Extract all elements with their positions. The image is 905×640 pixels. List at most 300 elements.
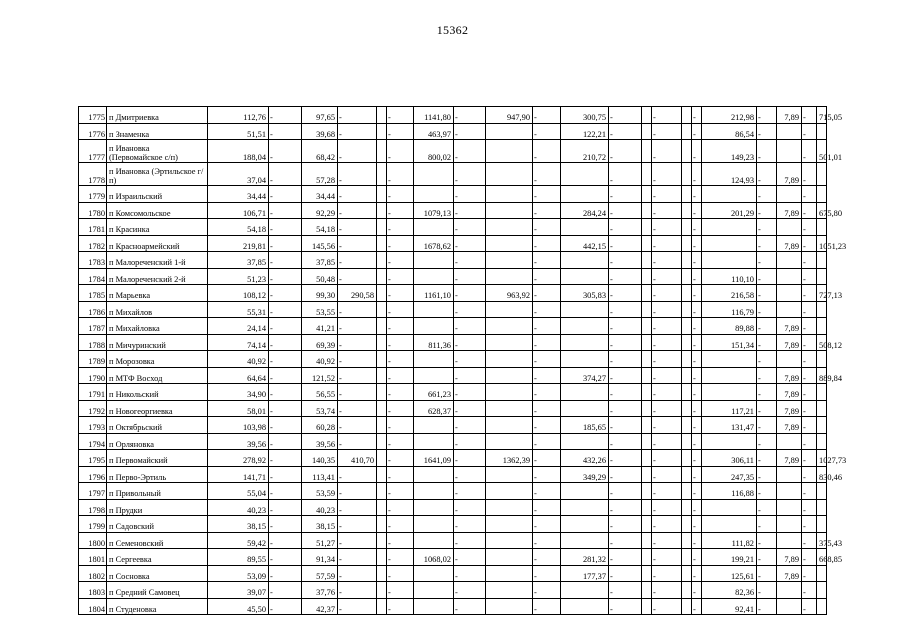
value-cell — [817, 301, 827, 318]
dash-cell: - — [802, 450, 817, 467]
value-cell: 116,88 — [702, 483, 757, 500]
dash-cell: - — [609, 499, 642, 516]
row-number-cell: 1791 — [79, 384, 107, 401]
dash-cell: - — [269, 516, 302, 533]
value-cell — [486, 532, 533, 549]
value-cell: 216,58 — [702, 285, 757, 302]
value-cell — [486, 384, 533, 401]
dash-cell: - — [692, 433, 702, 450]
dash-cell: - — [533, 202, 561, 219]
dash-cell: - — [338, 252, 377, 269]
dash-cell: - — [609, 582, 642, 599]
settlement-name-cell: п Красноармейский — [107, 235, 208, 252]
value-cell: 715,05 — [817, 107, 827, 124]
dash-cell: - — [609, 532, 642, 549]
value-cell — [777, 516, 802, 533]
dash-cell: - — [269, 400, 302, 417]
table-row — [79, 565, 827, 582]
dash-cell: - — [269, 219, 302, 236]
value-cell — [682, 186, 692, 203]
value-cell — [414, 186, 454, 203]
value-cell — [377, 202, 387, 219]
value-cell — [682, 285, 692, 302]
value-cell — [817, 417, 827, 434]
dash-cell: - — [609, 351, 642, 368]
value-cell: 199,21 — [702, 549, 757, 566]
value-cell: 185,65 — [561, 417, 609, 434]
dash-cell: - — [454, 433, 486, 450]
value-cell — [377, 565, 387, 582]
value-cell: 53,74 — [302, 400, 338, 417]
value-cell — [486, 351, 533, 368]
dash-cell: - — [269, 433, 302, 450]
table-row — [79, 202, 827, 219]
value-cell — [486, 301, 533, 318]
value-cell: 7,89 — [777, 384, 802, 401]
dash-cell: - — [652, 483, 682, 500]
value-cell: 675,80 — [817, 202, 827, 219]
value-cell: 34,44 — [302, 186, 338, 203]
value-cell: 1027,73 — [817, 450, 827, 467]
value-cell — [702, 235, 757, 252]
value-cell: 306,11 — [702, 450, 757, 467]
dash-cell: - — [757, 285, 777, 302]
value-cell: 947,90 — [486, 107, 533, 124]
dash-cell: - — [387, 202, 414, 219]
dash-cell: - — [387, 107, 414, 124]
dash-cell: - — [802, 202, 817, 219]
table-row — [79, 268, 827, 285]
dash-cell: - — [387, 334, 414, 351]
dash-cell: - — [757, 367, 777, 384]
settlement-name-cell: п Морозовка — [107, 351, 208, 368]
dash-cell: - — [692, 301, 702, 318]
value-cell — [414, 252, 454, 269]
dash-cell: - — [609, 107, 642, 124]
value-cell — [682, 433, 692, 450]
dash-cell: - — [533, 268, 561, 285]
value-cell — [414, 598, 454, 615]
table-row — [79, 400, 827, 417]
dash-cell: - — [269, 252, 302, 269]
value-cell — [642, 301, 652, 318]
value-cell — [642, 598, 652, 615]
dash-cell: - — [609, 433, 642, 450]
value-cell: 141,71 — [208, 466, 269, 483]
dash-cell: - — [387, 417, 414, 434]
value-cell — [642, 549, 652, 566]
value-cell — [777, 268, 802, 285]
value-cell — [682, 450, 692, 467]
value-cell — [486, 123, 533, 140]
dash-cell: - — [802, 301, 817, 318]
value-cell — [414, 268, 454, 285]
value-cell: 51,23 — [208, 268, 269, 285]
settlement-name-cell: п Октябрьский — [107, 417, 208, 434]
dash-cell: - — [802, 532, 817, 549]
value-cell — [377, 186, 387, 203]
dash-cell: - — [757, 450, 777, 467]
value-cell — [702, 252, 757, 269]
value-cell — [414, 219, 454, 236]
table-row — [79, 384, 827, 401]
value-cell — [682, 516, 692, 533]
settlement-name-cell: п Малореченский 1-й — [107, 252, 208, 269]
value-cell: 7,89 — [777, 334, 802, 351]
table-row — [79, 598, 827, 615]
value-cell — [642, 417, 652, 434]
value-cell — [377, 318, 387, 335]
dash-cell: - — [757, 466, 777, 483]
dash-cell: - — [387, 235, 414, 252]
dash-cell: - — [652, 549, 682, 566]
value-cell — [642, 582, 652, 599]
settlement-name-cell: п Комсомольское — [107, 202, 208, 219]
value-cell — [817, 123, 827, 140]
dash-cell: - — [757, 384, 777, 401]
dash-cell: - — [387, 301, 414, 318]
value-cell — [377, 123, 387, 140]
value-cell — [414, 466, 454, 483]
dash-cell: - — [692, 384, 702, 401]
value-cell: 889,84 — [817, 367, 827, 384]
dash-cell: - — [652, 202, 682, 219]
value-cell — [682, 252, 692, 269]
dash-cell: - — [454, 466, 486, 483]
dash-cell: - — [757, 163, 777, 186]
value-cell: 1079,13 — [414, 202, 454, 219]
dash-cell: - — [338, 107, 377, 124]
value-cell: 122,21 — [561, 123, 609, 140]
value-cell — [486, 367, 533, 384]
settlement-name-cell: п Марьевка — [107, 285, 208, 302]
value-cell: 501,01 — [817, 140, 827, 163]
dash-cell: - — [652, 433, 682, 450]
dash-cell: - — [338, 417, 377, 434]
dash-cell: - — [338, 565, 377, 582]
dash-cell: - — [533, 107, 561, 124]
value-cell — [682, 107, 692, 124]
dash-cell: - — [387, 598, 414, 615]
dash-cell: - — [533, 140, 561, 163]
dash-cell: - — [533, 433, 561, 450]
value-cell — [377, 516, 387, 533]
dash-cell: - — [757, 107, 777, 124]
table-row — [79, 186, 827, 203]
value-cell: 97,65 — [302, 107, 338, 124]
value-cell: 41,21 — [302, 318, 338, 335]
value-cell: 7,89 — [777, 400, 802, 417]
value-cell: 40,92 — [208, 351, 269, 368]
value-cell — [414, 582, 454, 599]
value-cell: 811,36 — [414, 334, 454, 351]
value-cell: 38,15 — [302, 516, 338, 533]
value-cell: 40,23 — [302, 499, 338, 516]
value-cell: 57,28 — [302, 163, 338, 186]
dash-cell: - — [692, 516, 702, 533]
table-row — [79, 466, 827, 483]
dash-cell: - — [757, 400, 777, 417]
value-cell — [642, 351, 652, 368]
value-cell: 57,59 — [302, 565, 338, 582]
value-cell: 45,50 — [208, 598, 269, 615]
value-cell — [682, 219, 692, 236]
table-row — [79, 285, 827, 302]
value-cell — [642, 450, 652, 467]
settlement-name-cell: п Знаменка — [107, 123, 208, 140]
dash-cell: - — [269, 367, 302, 384]
dash-cell: - — [533, 351, 561, 368]
value-cell: 40,23 — [208, 499, 269, 516]
value-cell: 7,89 — [777, 549, 802, 566]
value-cell: 50,48 — [302, 268, 338, 285]
dash-cell: - — [652, 301, 682, 318]
value-cell — [817, 351, 827, 368]
value-cell — [414, 301, 454, 318]
dash-cell: - — [269, 123, 302, 140]
value-cell — [377, 384, 387, 401]
dash-cell: - — [338, 186, 377, 203]
settlement-name-cell: п Средний Самовец — [107, 582, 208, 599]
dash-cell: - — [802, 219, 817, 236]
value-cell: 830,46 — [817, 466, 827, 483]
value-cell: 7,89 — [777, 450, 802, 467]
dash-cell: - — [692, 351, 702, 368]
dash-cell: - — [387, 163, 414, 186]
value-cell — [817, 516, 827, 533]
dash-cell: - — [454, 351, 486, 368]
value-cell — [377, 549, 387, 566]
value-cell: 91,34 — [302, 549, 338, 566]
value-cell: 38,15 — [208, 516, 269, 533]
dash-cell: - — [692, 532, 702, 549]
dash-cell: - — [757, 483, 777, 500]
value-cell — [561, 334, 609, 351]
dash-cell: - — [692, 483, 702, 500]
dash-cell: - — [692, 186, 702, 203]
dash-cell: - — [802, 252, 817, 269]
dash-cell: - — [692, 417, 702, 434]
value-cell — [377, 582, 387, 599]
dash-cell: - — [652, 252, 682, 269]
dash-cell: - — [652, 384, 682, 401]
row-number-cell: 1785 — [79, 285, 107, 302]
dash-cell: - — [802, 433, 817, 450]
value-cell: 86,54 — [702, 123, 757, 140]
value-cell — [817, 384, 827, 401]
value-cell: 149,23 — [702, 140, 757, 163]
dash-cell: - — [802, 598, 817, 615]
dash-cell: - — [387, 499, 414, 516]
dash-cell: - — [692, 107, 702, 124]
value-cell — [377, 400, 387, 417]
dash-cell: - — [387, 516, 414, 533]
value-cell — [682, 202, 692, 219]
value-cell: 58,01 — [208, 400, 269, 417]
value-cell: 1068,02 — [414, 549, 454, 566]
value-cell — [682, 318, 692, 335]
page-number: 15362 — [436, 23, 469, 37]
dash-cell: - — [802, 499, 817, 516]
value-cell — [377, 351, 387, 368]
dash-cell: - — [802, 367, 817, 384]
dash-cell: - — [757, 417, 777, 434]
dash-cell: - — [802, 466, 817, 483]
value-cell: 349,29 — [561, 466, 609, 483]
value-cell: 51,27 — [302, 532, 338, 549]
value-cell — [642, 235, 652, 252]
value-cell — [817, 582, 827, 599]
value-cell: 121,52 — [302, 367, 338, 384]
dash-cell: - — [692, 318, 702, 335]
dash-cell: - — [338, 532, 377, 549]
value-cell — [486, 318, 533, 335]
value-cell — [414, 433, 454, 450]
row-number-cell: 1793 — [79, 417, 107, 434]
value-cell — [377, 466, 387, 483]
table-body — [79, 107, 847, 615]
value-cell — [561, 400, 609, 417]
row-number-cell: 1783 — [79, 252, 107, 269]
value-cell: 1678,62 — [414, 235, 454, 252]
row-number-cell: 1788 — [79, 334, 107, 351]
settlement-name-cell: п Михайловка — [107, 318, 208, 335]
value-cell — [817, 483, 827, 500]
value-cell: 661,23 — [414, 384, 454, 401]
dash-cell: - — [802, 318, 817, 335]
value-cell: 188,04 — [208, 140, 269, 163]
dash-cell: - — [533, 516, 561, 533]
value-cell — [642, 252, 652, 269]
value-cell — [642, 565, 652, 582]
value-cell: 7,89 — [777, 107, 802, 124]
dash-cell: - — [652, 107, 682, 124]
dash-cell: - — [757, 301, 777, 318]
dash-cell: - — [692, 400, 702, 417]
value-cell — [642, 499, 652, 516]
table-row — [79, 483, 827, 500]
value-cell — [642, 140, 652, 163]
value-cell: 212,98 — [702, 107, 757, 124]
value-cell — [377, 163, 387, 186]
value-cell: 508,12 — [817, 334, 827, 351]
value-cell — [817, 499, 827, 516]
value-cell — [486, 417, 533, 434]
value-cell — [817, 219, 827, 236]
value-cell — [561, 186, 609, 203]
value-cell — [777, 252, 802, 269]
dash-cell: - — [338, 163, 377, 186]
dash-cell: - — [652, 499, 682, 516]
value-cell: 37,85 — [208, 252, 269, 269]
value-cell — [682, 163, 692, 186]
value-cell: 1641,09 — [414, 450, 454, 467]
dash-cell: - — [269, 565, 302, 582]
row-number-cell: 1789 — [79, 351, 107, 368]
value-cell: 116,79 — [702, 301, 757, 318]
dash-cell: - — [652, 235, 682, 252]
value-cell — [486, 219, 533, 236]
settlement-name-cell: п Перво-Эртиль — [107, 466, 208, 483]
table-row — [79, 123, 827, 140]
value-cell: 37,76 — [302, 582, 338, 599]
value-cell — [702, 367, 757, 384]
value-cell — [414, 318, 454, 335]
value-cell — [377, 367, 387, 384]
row-number-cell: 1776 — [79, 123, 107, 140]
dash-cell: - — [802, 351, 817, 368]
dash-cell: - — [269, 499, 302, 516]
value-cell: 124,93 — [702, 163, 757, 186]
dash-cell: - — [692, 334, 702, 351]
dash-cell: - — [338, 202, 377, 219]
value-cell: 7,89 — [777, 565, 802, 582]
value-cell — [486, 433, 533, 450]
dash-cell: - — [533, 318, 561, 335]
value-cell — [377, 285, 387, 302]
dash-cell: - — [692, 499, 702, 516]
dash-cell: - — [387, 318, 414, 335]
value-cell — [682, 532, 692, 549]
dash-cell: - — [454, 140, 486, 163]
value-cell: 727,13 — [817, 285, 827, 302]
value-cell — [561, 598, 609, 615]
dash-cell: - — [387, 483, 414, 500]
dash-cell: - — [757, 499, 777, 516]
dash-cell: - — [652, 186, 682, 203]
value-cell — [777, 598, 802, 615]
dash-cell: - — [338, 235, 377, 252]
dash-cell: - — [533, 400, 561, 417]
dash-cell: - — [609, 466, 642, 483]
dash-cell: - — [269, 268, 302, 285]
value-cell — [377, 268, 387, 285]
settlement-name-cell: п Орляновка — [107, 433, 208, 450]
value-cell: 432,26 — [561, 450, 609, 467]
value-cell: 668,85 — [817, 549, 827, 566]
dash-cell: - — [269, 450, 302, 467]
value-cell — [414, 483, 454, 500]
dash-cell: - — [757, 219, 777, 236]
value-cell: 284,24 — [561, 202, 609, 219]
value-cell — [561, 516, 609, 533]
dash-cell: - — [692, 252, 702, 269]
dash-cell: - — [757, 140, 777, 163]
value-cell — [682, 466, 692, 483]
value-cell: 463,97 — [414, 123, 454, 140]
dash-cell: - — [387, 367, 414, 384]
value-cell — [414, 516, 454, 533]
dash-cell: - — [609, 301, 642, 318]
value-cell: 69,39 — [302, 334, 338, 351]
dash-cell: - — [454, 163, 486, 186]
value-cell: 111,82 — [702, 532, 757, 549]
value-cell — [377, 219, 387, 236]
value-cell — [486, 202, 533, 219]
row-number-cell: 1781 — [79, 219, 107, 236]
table-row — [79, 318, 827, 335]
value-cell: 1161,10 — [414, 285, 454, 302]
value-cell: 60,28 — [302, 417, 338, 434]
value-cell — [777, 219, 802, 236]
dash-cell: - — [802, 384, 817, 401]
value-cell: 113,41 — [302, 466, 338, 483]
dash-cell: - — [338, 123, 377, 140]
value-cell: 108,12 — [208, 285, 269, 302]
value-cell — [377, 532, 387, 549]
value-cell: 1051,23 — [817, 235, 827, 252]
value-cell — [642, 107, 652, 124]
